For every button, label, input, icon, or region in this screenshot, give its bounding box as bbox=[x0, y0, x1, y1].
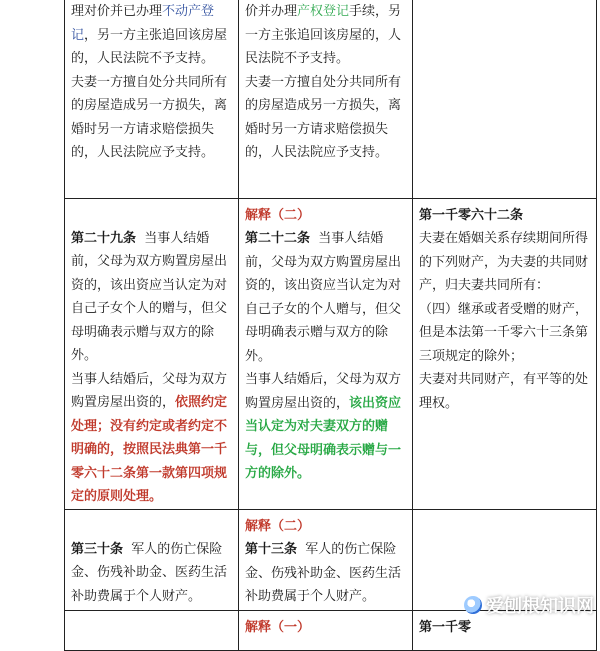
interpretation-header: 解释（一） bbox=[245, 619, 311, 635]
text: 价并办理 bbox=[245, 4, 298, 19]
watermark-logo-icon bbox=[464, 596, 482, 614]
text: 手续，另一方主张追回该房屋的，人民法院不予支持。 bbox=[245, 4, 402, 66]
text: 当事人结婚后，父母为双方购置房屋出资的， bbox=[245, 372, 402, 411]
highlight-green: 该出资应当认定为对夫妻双方的赠与，但父母明确表示赠与一方的除外。 bbox=[245, 395, 402, 481]
interpretation-header: 解释（二） bbox=[245, 518, 311, 534]
article-number: 第二十九条 bbox=[71, 230, 137, 246]
paragraph bbox=[245, 368, 406, 486]
cell-civil-code bbox=[413, 198, 597, 509]
article-number: 第三十条 bbox=[71, 541, 124, 557]
article-number: 第十三条 bbox=[245, 542, 298, 557]
paragraph: 夫妻一方擅自处分共同所有的房屋造成另一方损失，离婚时另一方请求赔偿损失的，人民法院应予支持。 bbox=[245, 74, 402, 160]
paragraph bbox=[71, 538, 232, 609]
paragraph: 夫妻一方擅自处分共同所有的房屋造成另一方损失，离婚时另一方请求赔偿损失的，人民法院应予支持。 bbox=[71, 74, 228, 160]
paragraph bbox=[71, 368, 232, 509]
cell-old-interpretation bbox=[65, 0, 239, 198]
paragraph bbox=[245, 0, 406, 71]
table-row bbox=[65, 198, 597, 509]
table-row bbox=[65, 0, 597, 198]
text: 军人的伤亡保险金、伤残补助金、医药生活补助费属于个人财产。 bbox=[245, 542, 402, 604]
registration-term: 不动产登记 bbox=[71, 4, 215, 43]
text: 当事人结婚前，父母为双方购置房屋出资的，该出资应当认定为对自己子女个人的赠与，但父母明确表示赠与双方的除外。 bbox=[71, 230, 228, 363]
cell-civil-code bbox=[413, 0, 597, 198]
article-number: 第一千零 bbox=[419, 619, 472, 635]
registration-term: 产权登记 bbox=[297, 4, 350, 19]
paragraph: （四）继承或者受赠的财产，但是本法第一千零六十三条第三项规定的除外； bbox=[419, 301, 589, 364]
text: 当事人结婚前，父母为双方购置房屋出资的，该出资应当认定为对自己子女的个人赠与，但父母明确表示赠与双方的除外。 bbox=[245, 231, 402, 364]
paragraph bbox=[245, 538, 406, 609]
paragraph: 夫妻在婚姻关系存续期间所得的下列财产，为夫妻的共同财产，归夫妻共同所有： bbox=[419, 231, 589, 293]
highlight-red: 依照约定处理；没有约定或者约定不明确的，按照民法典第一千零六十二条第一款第四项规定的原则处理。 bbox=[71, 395, 228, 504]
paragraph bbox=[245, 227, 406, 368]
paragraph bbox=[71, 227, 232, 368]
cell-previous-interpretation bbox=[239, 0, 413, 198]
text: ，另一方主张追回该房屋的，人民法院不予支持。 bbox=[71, 27, 228, 66]
cell-old-interpretation bbox=[65, 198, 239, 509]
cell-previous-interpretation bbox=[239, 509, 413, 610]
article-number: 第一千零六十二条 bbox=[419, 207, 524, 223]
paragraph bbox=[71, 0, 232, 71]
paragraph: 夫妻对共同财产，有平等的处理权。 bbox=[419, 372, 589, 411]
interpretation-header: 解释（二） bbox=[245, 207, 311, 223]
cell-previous-interpretation bbox=[239, 610, 413, 650]
text: 当事人结婚后，父母为双方购置房屋出资的， bbox=[71, 371, 228, 410]
article-number: 第二十二条 bbox=[245, 231, 311, 246]
watermark bbox=[464, 592, 594, 618]
watermark-text: 爱刨根知识网 bbox=[486, 596, 594, 617]
text: 理对价并已办理 bbox=[71, 4, 163, 19]
text: 军人的伤亡保险金、伤残补助金、医药生活补助费属于个人财产。 bbox=[71, 541, 228, 604]
law-comparison-table bbox=[64, 0, 597, 651]
cell-old-interpretation bbox=[65, 610, 239, 650]
cell-old-interpretation bbox=[65, 509, 239, 610]
cell-previous-interpretation bbox=[239, 198, 413, 509]
